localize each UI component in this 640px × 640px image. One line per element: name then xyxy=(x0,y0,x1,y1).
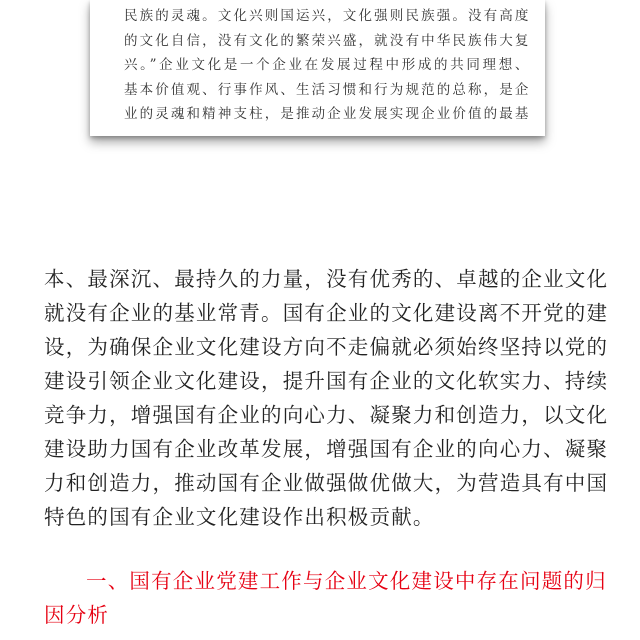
body-line: 建设引领企业文化建设，提升国有企业的文化软实力、持续 xyxy=(44,369,609,393)
quote-line: 的文化自信，没有文化的繁荣兴盛，就没有中华民族伟大复 xyxy=(124,32,529,49)
body-line: 建设助力国有企业改革发展，增强国有企业的向心力、凝聚 xyxy=(44,437,609,461)
quote-line: 民族的灵魂。文化兴则国运兴，文化强则民族强。没有高度 xyxy=(124,8,529,24)
quote-line: 兴。”企业文化是一个企业在发展过程中形成的共同理想、 xyxy=(124,57,529,73)
body-line: 力和创造力，推动国有企业做强做优做大，为营造具有中国 xyxy=(44,471,609,495)
body-text xyxy=(44,262,609,534)
body-line: 就没有企业的基业常青。国有企业的文化建设离不开党的建 xyxy=(44,301,609,325)
section-heading xyxy=(44,564,607,632)
section-heading-line: 因分析 xyxy=(44,603,110,627)
quote-card xyxy=(90,0,545,136)
body-line: 竞争力，增强国有企业的向心力、凝聚力和创造力，以文化 xyxy=(44,403,609,427)
body-line: 特色的国有企业文化建设作出积极贡献。 xyxy=(44,505,435,529)
quote-line: 基本价值观、行事作风、生活习惯和行为规范的总称，是企 xyxy=(124,81,529,98)
quote-line: 业的灵魂和精神支柱，是推动企业发展实现企业价值的最基 xyxy=(124,106,529,122)
body-line: 本、最深沉、最持久的力量，没有优秀的、卓越的企业文化 xyxy=(44,267,609,291)
section-heading-line: 一、国有企业党建工作与企业文化建设中存在问题的归 xyxy=(86,569,607,593)
body-line: 设，为确保企业文化建设方向不走偏就必须始终坚持以党的 xyxy=(44,335,609,359)
